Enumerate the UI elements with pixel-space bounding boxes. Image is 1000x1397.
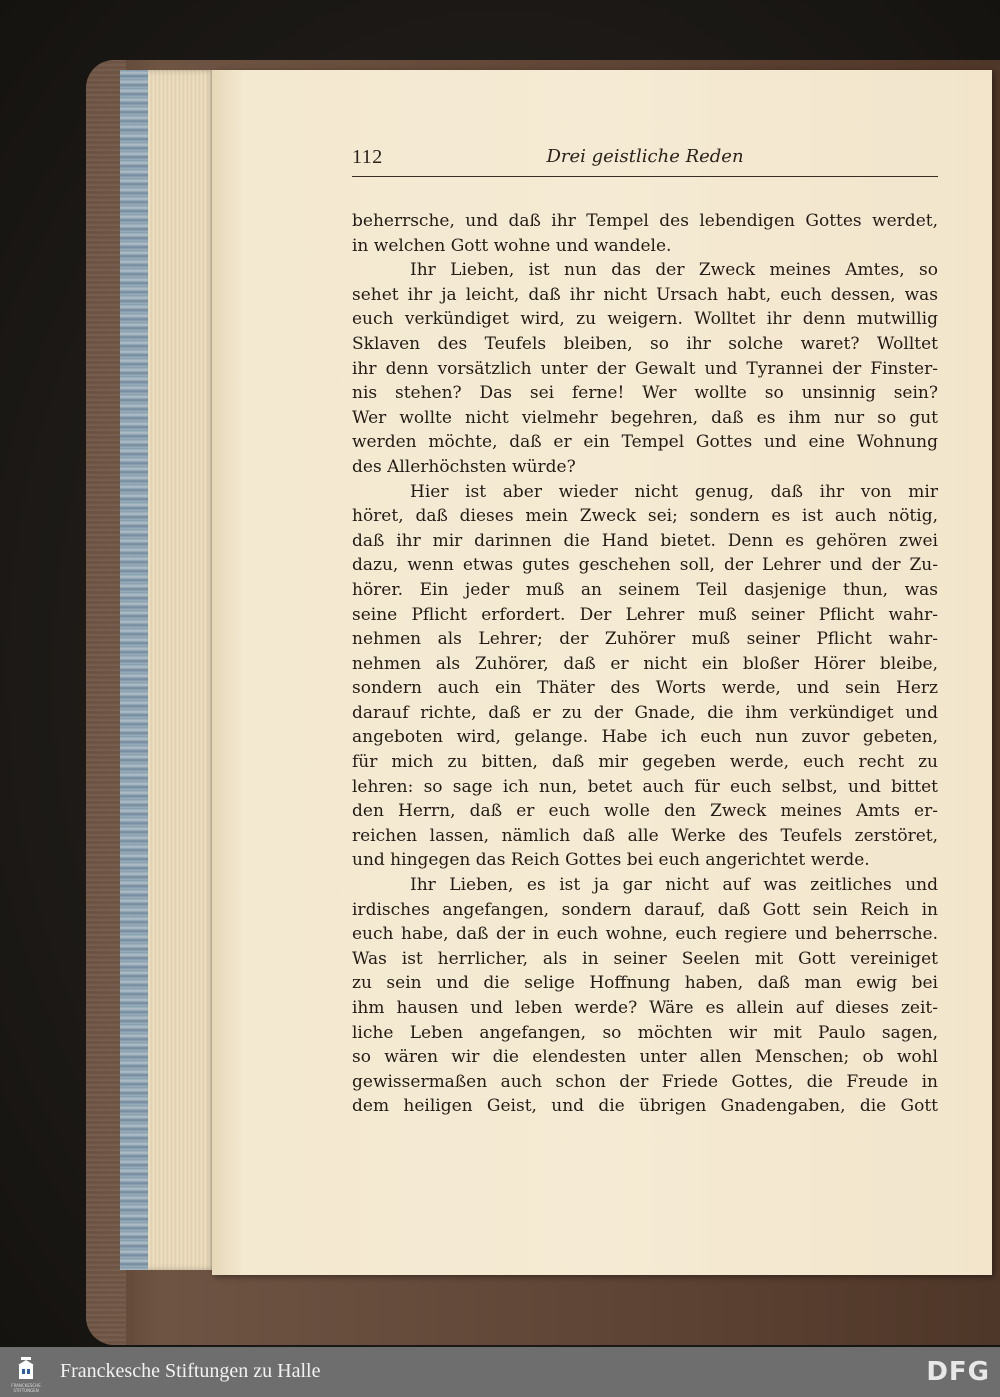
- text-line: liche Leben angefangen, so möchten wir mit Paulo sagen,: [352, 1022, 938, 1043]
- text-line: für mich zu bitten, daß mir gegeben werde, euch recht zu: [352, 752, 938, 773]
- page-edges-marbled: [120, 70, 148, 1270]
- text-line: darauf richte, daß er zu der Gnade, die ihm verkündiget und: [352, 702, 938, 723]
- text-line: höret, daß dieses mein Zweck sei; sondern es ist auch nötig,: [352, 506, 938, 527]
- text-line: Sklaven des Teufels bleiben, so ihr solche waret? Wolltet: [352, 333, 938, 354]
- text-line: nehmen als Zuhörer, daß er nicht ein bloßer Hörer bleibe,: [352, 653, 938, 674]
- institution-name: Franckesche Stiftungen zu Halle: [60, 1360, 321, 1382]
- text-line: reichen lassen, nämlich daß alle Werke des Teufels zerstöret,: [352, 825, 938, 846]
- text-line: irdisches angefangen, sondern darauf, daß Gott sein Reich in: [352, 899, 938, 920]
- running-head: [352, 140, 938, 177]
- paragraph: [352, 258, 938, 479]
- text-line: des Allerhöchsten würde?: [352, 456, 576, 477]
- text-line: daß ihr mir darinnen die Hand bietet. Denn es gehören zwei: [352, 530, 938, 551]
- logo-caption: FRANCKESCHE STIFTUNGEN: [11, 1383, 41, 1393]
- text-line: werden möchte, daß er ein Tempel Gottes und eine Wohnung: [352, 432, 938, 453]
- text-line: so wären wir die elendesten unter allen Menschen; ob wohl: [352, 1047, 938, 1068]
- page-number: 112: [352, 146, 383, 168]
- text-line: Wer wollte nicht vielmehr begehren, daß es ihm nur so gut: [352, 407, 938, 428]
- text-line: Was ist herrlicher, als in seiner Seelen mit Gott vereiniget: [352, 948, 938, 969]
- paragraph: [352, 873, 938, 1119]
- paragraph: [352, 209, 938, 258]
- text-line: ihr denn vorsätzlich unter der Gewalt und Tyrannei der Finster-: [352, 358, 938, 379]
- text-line: Hier ist aber wieder nicht genug, daß ihr von mir: [410, 481, 938, 502]
- text-line: sehet ihr ja leicht, daß ihr nicht Ursach habt, euch dessen, was: [352, 284, 938, 305]
- footer-bar: [0, 1347, 1000, 1397]
- text-line: nehmen als Lehrer; der Zuhörer muß seiner Pflicht wahr-: [352, 629, 938, 650]
- paragraph: [352, 480, 938, 874]
- text-line: euch habe, daß der in euch wohne, euch regiere und beherrsche.: [352, 924, 938, 945]
- text-line: dazu, wenn etwas gutes geschehen soll, der Lehrer und der Zu-: [352, 555, 938, 576]
- text-line: beherrsche, und daß ihr Tempel des lebendigen Gottes werdet,: [352, 211, 938, 231]
- text-line: in welchen Gott wohne und wandele.: [352, 235, 672, 256]
- text-line: nis stehen? Das sei ferne! Wer wollte so unsinnig sein?: [352, 383, 938, 404]
- text-line: Ihr Lieben, ist nun das der Zweck meines Amtes, so: [410, 260, 938, 281]
- text-line: hörer. Ein jeder muß an seinem Teil dasjenige thun, was: [352, 579, 938, 600]
- text-line: zu sein und die selige Hoffnung haben, daß man ewig bei: [352, 973, 938, 994]
- text-line: und hingegen das Reich Gottes bei euch angerichtet werde.: [352, 850, 870, 871]
- body-text: [352, 209, 938, 1119]
- text-line: sondern auch ein Thäter des Worts werde, und sein Herz: [352, 678, 938, 699]
- text-line: seine Pflicht erfordert. Der Lehrer muß seiner Pflicht wahr-: [352, 604, 938, 625]
- text-line: dem heiligen Geist, und die übrigen Gnadengaben, die Gott: [352, 1096, 938, 1117]
- text-line: angeboten wird, gelange. Habe ich euch nun zuvor gebeten,: [352, 727, 938, 748]
- text-line: Ihr Lieben, es ist ja gar nicht auf was zeitliches und: [410, 875, 938, 896]
- text-line: den Herrn, daß er euch wolle den Zweck meines Amts er-: [352, 801, 938, 822]
- dfg-logo: DFG: [926, 1357, 990, 1387]
- running-title: Drei geistliche Reden: [546, 146, 744, 167]
- text-line: ihm hausen und leben werde? Wäre es allein auf dieses zeit-: [352, 998, 938, 1018]
- text-line: euch verkündiget wird, zu weigern. Wolltet ihr denn mutwillig: [352, 309, 938, 330]
- text-line: gewissermaßen auch schon der Friede Gottes, die Freude in: [352, 1071, 938, 1092]
- text-line: lehren: so sage ich nun, betet auch für euch selbst, und bittet: [352, 776, 938, 797]
